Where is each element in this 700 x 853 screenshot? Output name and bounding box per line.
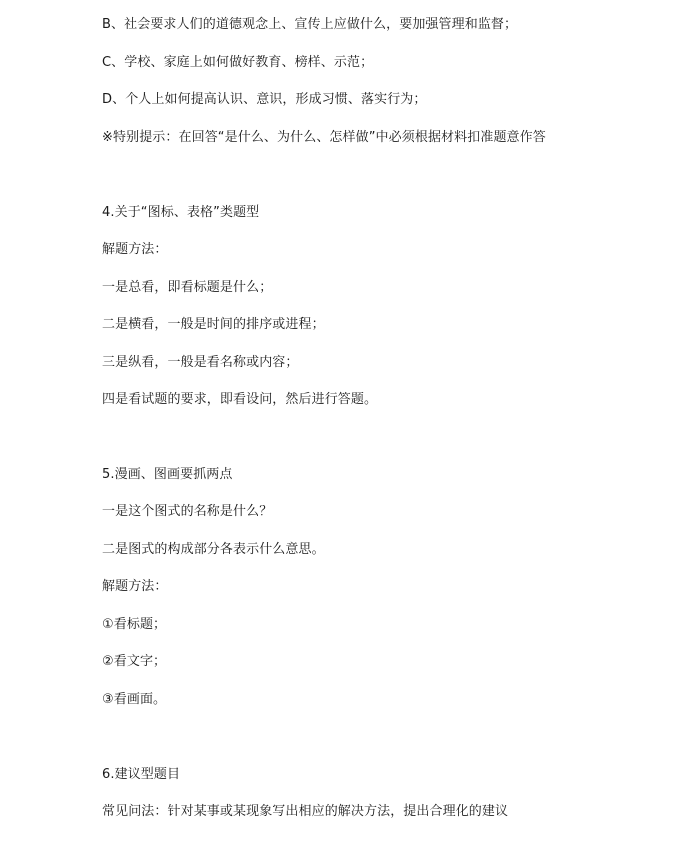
text-line-step-2: 二是横看，一般是时间的排序或进程；	[102, 317, 325, 332]
section-heading-5: 5.漫画、图画要抓两点	[102, 467, 233, 482]
text-line-circled-1: ①看标题；	[102, 617, 167, 632]
text-line-point-1: 一是这个图式的名称是什么？	[102, 504, 273, 519]
text-line-common-question: 常见问法：针对某事或某现象写出相应的解决方法，提出合理化的建议	[102, 804, 509, 819]
text-line-special-note: ※特别提示：在回答“是什么、为什么、怎样做”中必须根据材料扣准题意作答	[102, 130, 546, 145]
text-line-step-1: 一是总看，即看标题是什么；	[102, 280, 273, 295]
section-heading-6: 6.建议型题目	[102, 767, 181, 782]
text-line-option-c: C、学校、家庭上如何做好教育、榜样、示范；	[102, 55, 374, 70]
text-line-step-3: 三是纵看，一般是看名称或内容；	[102, 355, 299, 370]
text-line-point-2: 二是图式的构成部分各表示什么意思。	[102, 542, 325, 557]
section-heading-4: 4.关于“图标、表格”类题型	[102, 205, 260, 220]
text-line-method-label: 解题方法：	[102, 242, 168, 257]
text-line-circled-2: ②看文字；	[102, 654, 167, 669]
text-line-step-4: 四是看试题的要求，即看设问，然后进行答题。	[102, 392, 378, 407]
text-line-option-b: B、社会要求人们的道德观念上、宣传上应做什么，要加强管理和监督；	[102, 17, 518, 32]
text-line-method-label-2: 解题方法：	[102, 579, 168, 594]
text-line-circled-3: ③看画面。	[102, 692, 167, 707]
text-line-option-d: D、个人上如何提高认识、意识，形成习惯、落实行为；	[102, 92, 427, 107]
